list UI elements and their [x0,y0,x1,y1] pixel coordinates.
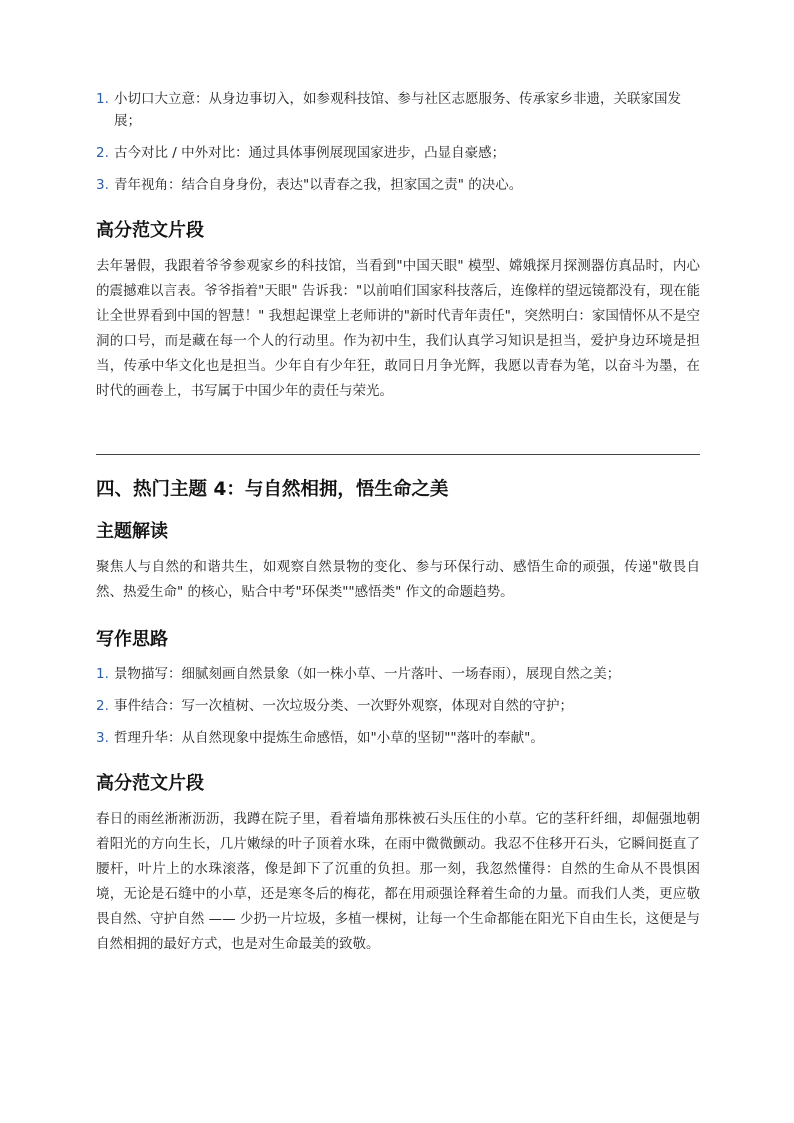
writing-approach-list-top [96,88,700,196]
list-item [96,88,700,132]
list-item [96,142,700,164]
section-divider [96,454,700,455]
document-page [96,88,700,957]
list-item [96,663,700,685]
list-item-text: 青年视角：结合自身身份，表达"以青春之我，担家国之责" 的决心。 [114,177,523,193]
list-number: 1. [96,666,109,682]
sample-paragraph-2: 春日的雨丝淅淅沥沥，我蹲在院子里，看着墙角那株被石头压住的小草。它的茎秆纤细，却倔强地朝着阳光的方向生长，几片嫩绿的叶子顶着水珠，在雨中微微颤动。我忍不住移开石头，它瞬间挺直了腰杆，叶片上的水珠滚落，像是卸下了沉重的负担。那一刻，我忽然懂得：自然的生命从不畏惧困境，无论是石缝中的小草，还是寒冬后的梅花，都在用顽强诠释着生命的力量。而我们人类，更应敬畏自然、守护自然 —— 少扔一片垃圾，多植一棵树，让每一个生命都能在阳光下自由生长，这便是与自然相拥的最好方式，也是对生命最美的致敬。 [96,811,700,952]
list-item-text: 景物描写：细腻刻画自然景象（如一株小草、一片落叶、一场春雨），展现自然之美； [114,666,621,682]
list-item-text: 小切口大立意：从身边事切入，如参观科技馆、参与社区志愿服务、传承家乡非遗，关联家国发展； [114,91,681,129]
list-number: 3. [96,730,109,746]
list-item [96,695,700,717]
list-number: 3. [96,177,109,193]
section-heading-sample-2: 高分范文片段 [96,773,204,794]
list-number: 1. [96,91,109,107]
list-number: 2. [96,145,109,161]
list-item-text: 事件结合：写一次植树、一次垃圾分类、一次野外观察，体现对自然的守护； [114,698,573,714]
list-item [96,727,700,749]
list-number: 2. [96,698,109,714]
list-item-text: 哲理升华：从自然现象中提炼生命感悟，如"小草的坚韧""落叶的奉献"。 [114,730,544,746]
theme-4-title: 四、热门主题 4：与自然相拥，悟生命之美 [96,479,449,500]
writing-approach-list [96,663,700,749]
interpretation-paragraph: 聚焦人与自然的和谐共生，如观察自然景物的变化、参与环保行动、感悟生命的顽强，传递"敬畏自然、热爱生命" 的核心，贴合中考"环保类""感悟类" 作文的命题趋势。 [96,559,700,600]
section-heading-approach: 写作思路 [96,629,168,650]
section-heading-interpretation: 主题解读 [96,521,168,542]
sample-paragraph-1: 去年暑假，我跟着爷爷参观家乡的科技馆，当看到"中国天眼" 模型、嫦娥探月探测器仿真品时，内心的震撼难以言表。爷爷指着"天眼" 告诉我："以前咱们国家科技落后，连像样的望远镜都没有，现在能让全世界看到中国的智慧！" 我想起课堂上老师讲的"新时代青年责任"，突然明白：家国情怀从不是空洞的口号，而是藏在每一个人的行动里。作为初中生，我们认真学习知识是担当，爱护身边环境是担当，传承中华文化也是担当。少年自有少年狂，敢同日月争光辉，我愿以青春为笔，以奋斗为墨，在时代的画卷上，书写属于中国少年的责任与荣光。 [96,258,700,399]
list-item-text: 古今对比 / 中外对比：通过具体事例展现国家进步，凸显自豪感； [114,145,506,161]
section-heading-sample-1: 高分范文片段 [96,220,204,241]
list-item [96,174,700,196]
